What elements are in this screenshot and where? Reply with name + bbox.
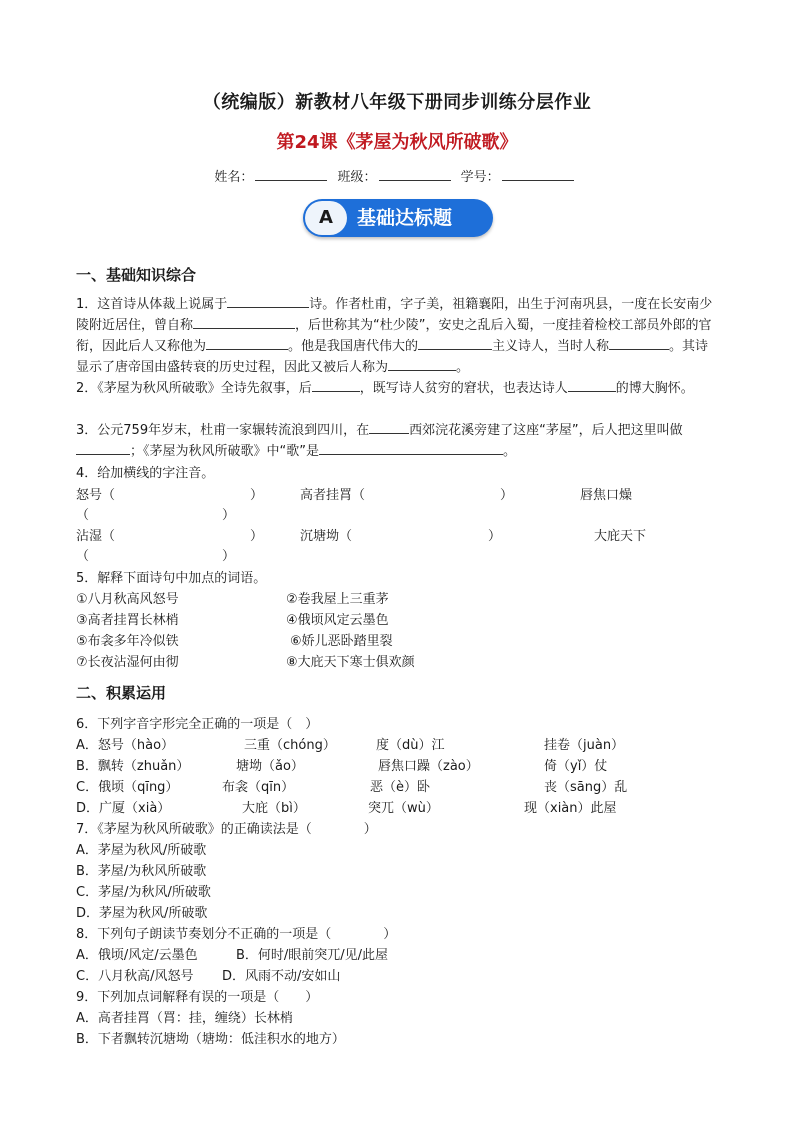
poem-line: ①八月秋高风怒号 (76, 592, 179, 607)
answer-blank[interactable] (418, 337, 492, 350)
question-5-stem: 5．解释下面诗句中加点的词语。 (76, 571, 267, 586)
answer-blank[interactable] (609, 337, 669, 350)
option-a[interactable]: A．茅屋为秋风/所破歌 (76, 843, 207, 858)
answer-blank[interactable] (369, 421, 409, 434)
name-blank[interactable] (255, 168, 327, 181)
pinyin-item: 大庇天下 (594, 529, 647, 544)
lesson-title: 第24课《茅屋为秋风所破歌》 (276, 132, 518, 153)
question-1: 1．这首诗从体裁上说属于 诗。作者杜甫，字子美，祖籍襄阳，出生于河南巩县，一度在长安南少陵附近居住，曾自称 ，后世称其为“杜少陵”，安史之乱后入蜀，一度挂着检校工部员外郎的官衔，因此后人又称他为 。他是我国唐代伟大的 主义诗人，当时人称 。其诗显示了唐帝国由盛转衰的历史过程，因此又被后人称为 。 (76, 297, 713, 375)
option-b[interactable]: B．茅屋/为秋风所破歌 (76, 864, 207, 879)
section-heading-2: 二、积累运用 (76, 684, 167, 702)
level-badge (303, 199, 493, 237)
pinyin-item: 怒号（ (76, 488, 116, 503)
poem-line: ②卷我屋上三重茅 (286, 592, 389, 607)
poem-line: ⑦长夜沾湿何由彻 (76, 655, 179, 670)
option-c[interactable]: C．茅屋/为秋风/所破歌 (76, 885, 211, 900)
option-d[interactable]: D．广厦（xià） (76, 801, 171, 816)
id-blank[interactable] (502, 168, 574, 181)
answer-blank[interactable] (227, 295, 309, 308)
pinyin-item: 高者挂罥（ (300, 488, 366, 503)
option-c[interactable]: C．八月秋高/风怒号 (76, 969, 194, 984)
id-label: 学号： (460, 170, 500, 185)
worksheet-page: （统编版）新教材八年级下册同步训练分层作业 第24课《茅屋为秋风所破歌》 姓名： 班级： 学号： A 基础达标题 一、基础知识综合 1．这首诗从体裁上说属于 诗。作者杜甫，字子美，祖籍襄阳，出生于河南巩县，一度在长安南少陵附近居住，曾自称 ，后世称其为“杜少陵”，安史之乱后入蜀，一度挂着检校工部员外郎的官衔，因此后人又称他为 。他是我国唐代伟大的 主义诗人，当时人称 。其诗显示了唐帝国由盛转衰的历史过程，因此又被后人称为 。 2．《茅屋为秋风所破歌》全诗先叙事，后 ，既写诗人贫穷的窘状，也表达诗人 的博大胸怀。 3．公元759年岁末，杜甫一家辗转流浪到四川，在 西郊浣花溪旁建了这座“茅屋”，后人把这里叫做；《茅屋为秋风所破歌》中“歌”是 。 4．给加横线的字注音。 怒号（ ） 高者挂罥（ ） 唇焦口燥 （ ） 沾湿（ ） 沉塘坳（ ） 大庇天下 （ ） 5．解释下面诗句中加点的词语。 ①八月秋高风怒号 ②卷我屋上三重茅 ③高者挂罥长林梢 ④俄顷风定云墨色 ⑤布衾多年冷似铁 ⑥娇儿恶卧踏里裂 ⑦长夜沾湿何由彻 ⑧大庇天下寒士俱欢颜 二、积累运用 6．下列字音字形完全正确的一项是（ ） A．怒号（hào） 三重（chóng） 度（dù）江 挂卷（juàn） B．飘转（zhuǎn） 塘坳（ǎo） 唇焦口躁（zào） 倚（yǐ）仗 C．俄顷（qīng） 布衾（qīn） 恶（è）卧 丧（sāng）乱 D．广厦（xià） 大庇（bì） 突兀（wù） 现（xiàn）此屋 7．《茅屋为秋风所破歌》的正确读法是（ ） A．茅屋为秋风/所破歌 B．茅屋/为秋风所破歌 C．茅屋/为秋风/所破歌 D．茅屋为秋风/所破歌 8．下列句子朗读节奏划分不正确的一项是（ ） A．俄顷/风定/云墨色 B．何时/眼前突兀/见/此屋 C．八月秋高/风怒号 D．风雨不动/安如山 9．下列加点词解释有误的一项是（ ） A．高者挂罥（罥：挂，缠绕）长林梢 B．下者飘转沉塘坳（塘坳：低洼积水的地方） (0, 0, 794, 1123)
option-b[interactable]: B．飘转（zhuǎn） (76, 759, 190, 774)
class-label: 班级： (337, 170, 377, 185)
answer-blank[interactable] (312, 379, 360, 392)
option-d[interactable]: D．风雨不动/安如山 (222, 969, 341, 984)
answer-blank[interactable] (568, 379, 616, 392)
question-7-stem: 7．《茅屋为秋风所破歌》的正确读法是（ ） (76, 822, 377, 837)
option-a[interactable]: A．高者挂罥（罥：挂，缠绕）长林梢 (76, 1011, 293, 1026)
option-a[interactable]: A．怒号（hào） (76, 738, 175, 753)
section-heading-1: 一、基础知识综合 (76, 266, 197, 284)
class-blank[interactable] (379, 168, 451, 181)
pinyin-item: 沾湿（ (76, 529, 116, 544)
pinyin-item: 沉塘坳（ (300, 529, 353, 544)
worksheet-title: （统编版）新教材八年级下册同步训练分层作业 (202, 92, 592, 113)
option-b[interactable]: B．何时/眼前突兀/见/此屋 (236, 948, 389, 963)
poem-line: ④俄顷风定云墨色 (286, 613, 389, 628)
level-letter: A (305, 201, 347, 235)
poem-line: ③高者挂罥长林梢 (76, 613, 179, 628)
option-b[interactable]: B．下者飘转沉塘坳（塘坳：低洼积水的地方） (76, 1032, 345, 1047)
question-9-stem: 9．下列加点词解释有误的一项是（ ） (76, 990, 319, 1005)
question-2: 2．《茅屋为秋风所破歌》全诗先叙事，后 ，既写诗人贫穷的窘状，也表达诗人 的博大胸怀。 (76, 381, 694, 396)
question-8-stem: 8．下列句子朗读节奏划分不正确的一项是（ ） (76, 927, 397, 942)
name-label: 姓名： (214, 170, 254, 185)
poem-line: ⑧大庇天下寒士俱欢颜 (286, 655, 415, 670)
poem-line: ⑤布衾多年冷似铁 (76, 634, 179, 649)
question-6-stem: 6．下列字音字形完全正确的一项是（ ） (76, 717, 319, 732)
poem-line: ⑥娇儿恶卧踏里裂 (290, 634, 393, 649)
option-d[interactable]: D．茅屋为秋风/所破歌 (76, 906, 208, 921)
option-a[interactable]: A．俄顷/风定/云墨色 (76, 948, 198, 963)
answer-blank[interactable] (388, 358, 456, 371)
answer-blank[interactable] (319, 442, 503, 455)
question-3: 3．公元759年岁末，杜甫一家辗转流浪到四川，在 西郊浣花溪旁建了这座“茅屋”，后人把这里叫做；《茅屋为秋风所破歌》中“歌”是 。 (76, 423, 683, 459)
option-c[interactable]: C．俄顷（qīng） (76, 780, 179, 795)
answer-blank[interactable] (206, 337, 288, 350)
student-info-row (0, 166, 794, 185)
question-4-stem: 4．给加横线的字注音。 (76, 466, 215, 481)
answer-blank[interactable] (193, 316, 295, 329)
answer-blank[interactable] (76, 442, 130, 455)
level-text: 基础达标题 (357, 207, 453, 229)
pinyin-item: 唇焦口燥 (580, 488, 633, 503)
